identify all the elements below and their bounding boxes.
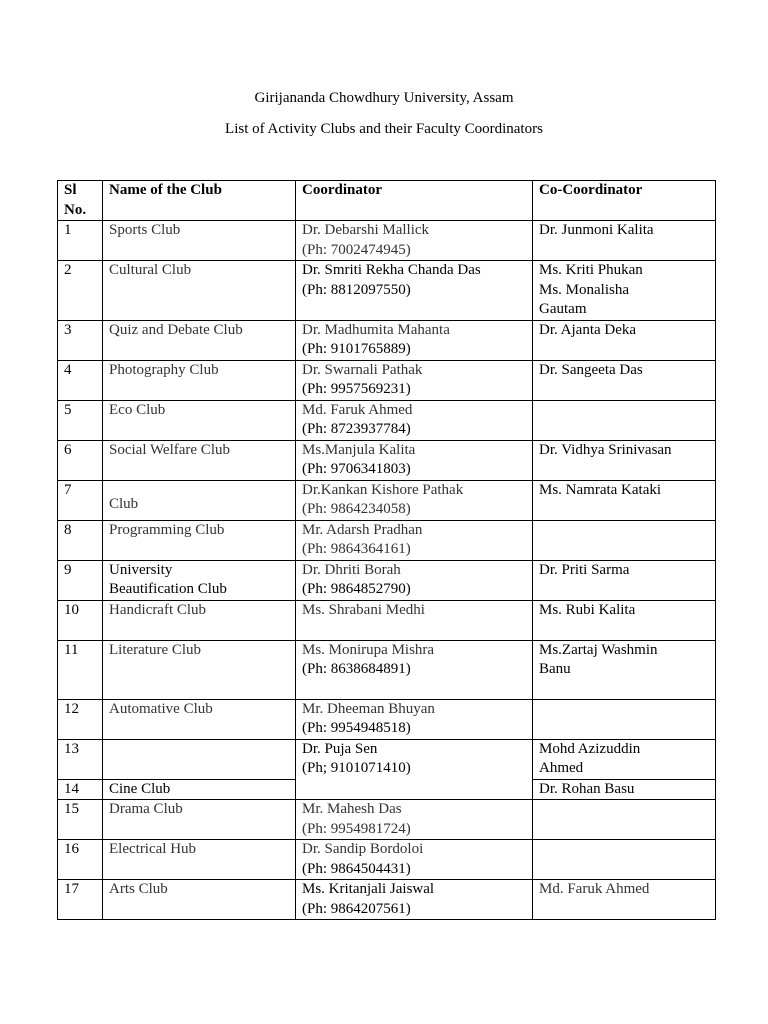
- sl-no-cell: 7: [58, 480, 103, 520]
- sl-no-cell: 10: [58, 600, 103, 640]
- coordinator-phone: (Ph: 9864234058): [302, 501, 411, 517]
- co-coordinator-line: Md. Faruk Ahmed: [539, 881, 650, 897]
- coordinator-name: Dr. Madhumita Mahanta: [302, 321, 450, 338]
- sl-no-cell: 16: [58, 840, 103, 880]
- coordinator-cell: [296, 221, 533, 261]
- sl-no-cell: 12: [58, 699, 103, 739]
- coordinator-name: Dr. Puja Sen: [302, 740, 378, 757]
- coordinator-phone: (Ph: 9706341803): [302, 461, 411, 477]
- co-coordinator-cell: [533, 480, 716, 520]
- club-name-cell: Electrical Hub: [103, 840, 296, 880]
- coordinator-name: Dr. Swarnali Pathak: [302, 361, 423, 378]
- club-name-line: Beautification Club: [109, 581, 227, 597]
- coordinator-name: Dr. Sandip Bordoloi: [302, 841, 424, 857]
- coordinator-phone: (Ph: 9864364161): [302, 541, 411, 557]
- table-row: [58, 699, 716, 739]
- coordinator-phone: (Ph: 7002474945): [302, 241, 411, 258]
- coordinator-cell: [296, 699, 533, 739]
- coordinator-cell: [296, 840, 533, 880]
- coordinator-phone: (Ph: 9101765889): [302, 341, 411, 357]
- coordinator-name: Ms.Manjula Kalita: [302, 441, 416, 458]
- club-name-cell: Quiz and Debate Club: [103, 320, 296, 360]
- clubs-table: [57, 180, 716, 920]
- co-coordinator-line: Dr. Ajanta Deka: [539, 321, 637, 338]
- coordinator-name: Mr. Adarsh Pradhan: [302, 521, 423, 538]
- co-coordinator-cell: [533, 600, 716, 640]
- coordinator-cell: [296, 440, 533, 480]
- co-coordinator-line: Dr. Vidhya Srinivasan: [539, 441, 672, 458]
- table-row: [58, 400, 716, 440]
- club-name-cell: Cine Club: [103, 779, 296, 800]
- club-name-line: University: [109, 561, 173, 578]
- header-coordinator: Coordinator: [296, 181, 533, 221]
- club-name-cell: Programming Club: [103, 520, 296, 560]
- club-name-cell: Arts Club: [103, 880, 296, 920]
- coordinator-phone: (Ph: 9957569231): [302, 381, 411, 397]
- coordinator-cell: [296, 360, 533, 400]
- table-row: [58, 880, 716, 920]
- club-name-cell: [103, 739, 296, 779]
- coordinator-name: Dr. Dhriti Borah: [302, 561, 401, 578]
- co-coordinator-line: Ms.Zartaj Washmin: [539, 641, 658, 658]
- document-title: Girijananda Chowdhury University, Assam: [254, 90, 514, 106]
- co-coordinator-line: Dr. Junmoni Kalita: [539, 222, 654, 238]
- table-row: [58, 360, 716, 400]
- club-name-cell: Drama Club: [103, 800, 296, 840]
- coordinator-cell: [296, 880, 533, 920]
- coordinator-phone: (Ph: 9864207561): [302, 900, 411, 917]
- co-coordinator-cell: [533, 699, 716, 739]
- sl-no-cell: 8: [58, 520, 103, 560]
- co-coordinator-line: Ahmed: [539, 760, 584, 776]
- coordinator-cell: [296, 640, 533, 699]
- header-sl-no: Sl No.: [58, 181, 103, 221]
- coordinator-name: Md. Faruk Ahmed: [302, 401, 413, 418]
- coordinator-name: Ms. Kritanjali Jaiswal: [302, 881, 435, 897]
- coordinator-phone: (Ph; 9101071410): [302, 760, 411, 776]
- coordinator-cell: [296, 800, 533, 840]
- co-coordinator-cell: [533, 440, 716, 480]
- club-name-cell: Handicraft Club: [103, 600, 296, 640]
- club-name-cell: Automative Club: [103, 699, 296, 739]
- table-row: [58, 221, 716, 261]
- sl-no-cell: 11: [58, 640, 103, 699]
- co-coordinator-cell: [533, 640, 716, 699]
- co-coordinator-cell: [533, 320, 716, 360]
- coordinator-name: Dr.Kankan Kishore Pathak: [302, 481, 464, 498]
- co-coordinator-cell: [533, 880, 716, 920]
- sl-no-cell: 4: [58, 360, 103, 400]
- table-row: [58, 739, 716, 779]
- sl-no-cell: 1: [58, 221, 103, 261]
- co-coordinator-line: Ms. Monalisha: [539, 281, 629, 298]
- co-coordinator-line: Banu: [539, 661, 571, 677]
- co-coordinator-cell: [533, 560, 716, 600]
- document-subtitle: List of Activity Clubs and their Faculty Coordinators: [225, 121, 543, 137]
- co-coordinator-cell: [533, 800, 716, 840]
- sl-no-cell: 17: [58, 880, 103, 920]
- header-row: [58, 181, 716, 221]
- coordinator-cell: [296, 739, 533, 800]
- header-club-name: Name of the Club: [103, 181, 296, 221]
- co-coordinator-cell: [533, 261, 716, 321]
- coordinator-phone: (Ph: 9954981724): [302, 820, 411, 837]
- table-row: [58, 600, 716, 640]
- club-name-cell: Eco Club: [103, 400, 296, 440]
- sl-no-cell: 13: [58, 739, 103, 779]
- co-coordinator-line: Ms. Namrata Kataki: [539, 481, 662, 498]
- co-coordinator-line: Dr. Sangeeta Das: [539, 361, 643, 378]
- club-name-cell: Literature Club: [103, 640, 296, 699]
- coordinator-cell: [296, 560, 533, 600]
- table-row: [58, 480, 716, 520]
- co-coordinator-cell: [533, 779, 716, 800]
- coordinator-phone: (Ph: 8812097550): [302, 281, 411, 298]
- club-name-cell: Photography Club: [103, 360, 296, 400]
- co-coordinator-cell: [533, 840, 716, 880]
- table-row: [58, 640, 716, 699]
- co-coordinator-cell: [533, 360, 716, 400]
- coordinator-name: Ms. Shrabani Medhi: [302, 601, 425, 618]
- table-row: [58, 440, 716, 480]
- club-name-cell: Social Welfare Club: [103, 440, 296, 480]
- table-row: [58, 840, 716, 880]
- coordinator-cell: [296, 400, 533, 440]
- sl-no-cell: 15: [58, 800, 103, 840]
- coordinator-cell: [296, 261, 533, 321]
- header-co-coordinator: Co-Coordinator: [533, 181, 716, 221]
- table-row: [58, 520, 716, 560]
- table-row: [58, 560, 716, 600]
- co-coordinator-line: Ms. Rubi Kalita: [539, 601, 636, 618]
- table-row: [58, 800, 716, 840]
- co-coordinator-cell: [533, 400, 716, 440]
- sl-no-cell: 5: [58, 400, 103, 440]
- table-row: [58, 261, 716, 321]
- co-coordinator-line: Mohd Azizuddin: [539, 740, 641, 757]
- coordinator-name: Mr. Dheeman Bhuyan: [302, 700, 435, 717]
- table-row: [58, 320, 716, 360]
- sl-no-cell: 2: [58, 261, 103, 321]
- coordinator-cell: [296, 520, 533, 560]
- sl-no-cell: 3: [58, 320, 103, 360]
- sl-no-cell: 6: [58, 440, 103, 480]
- co-coordinator-line: Gautam: [539, 301, 587, 317]
- co-coordinator-line: Dr. Priti Sarma: [539, 561, 630, 578]
- coordinator-name: Ms. Monirupa Mishra: [302, 641, 435, 658]
- co-coordinator-line: Dr. Rohan Basu: [539, 780, 635, 797]
- coordinator-name: Dr. Debarshi Mallick: [302, 222, 430, 238]
- co-coordinator-cell: [533, 520, 716, 560]
- coordinator-cell: [296, 320, 533, 360]
- co-coordinator-cell: [533, 739, 716, 779]
- club-name-cell: Club: [103, 480, 296, 520]
- club-name-cell: Cultural Club: [103, 261, 296, 321]
- co-coordinator-cell: [533, 221, 716, 261]
- sl-no-cell: 9: [58, 560, 103, 600]
- coordinator-phone: (Ph: 9864852790): [302, 581, 411, 597]
- coordinator-phone: (Ph: 9954948518): [302, 720, 411, 736]
- club-name-cell: [103, 560, 296, 600]
- coordinator-phone: (Ph: 8638684891): [302, 661, 411, 677]
- coordinator-cell: [296, 600, 533, 640]
- coordinator-name: Mr. Mahesh Das: [302, 801, 402, 817]
- co-coordinator-line: Ms. Kriti Phukan: [539, 262, 643, 278]
- coordinator-cell: [296, 480, 533, 520]
- sl-no-cell: 14: [58, 779, 103, 800]
- coordinator-phone: (Ph: 8723937784): [302, 421, 411, 437]
- coordinator-name: Dr. Smriti Rekha Chanda Das: [302, 262, 481, 278]
- coordinator-phone: (Ph: 9864504431): [302, 860, 411, 877]
- club-name-cell: Sports Club: [103, 221, 296, 261]
